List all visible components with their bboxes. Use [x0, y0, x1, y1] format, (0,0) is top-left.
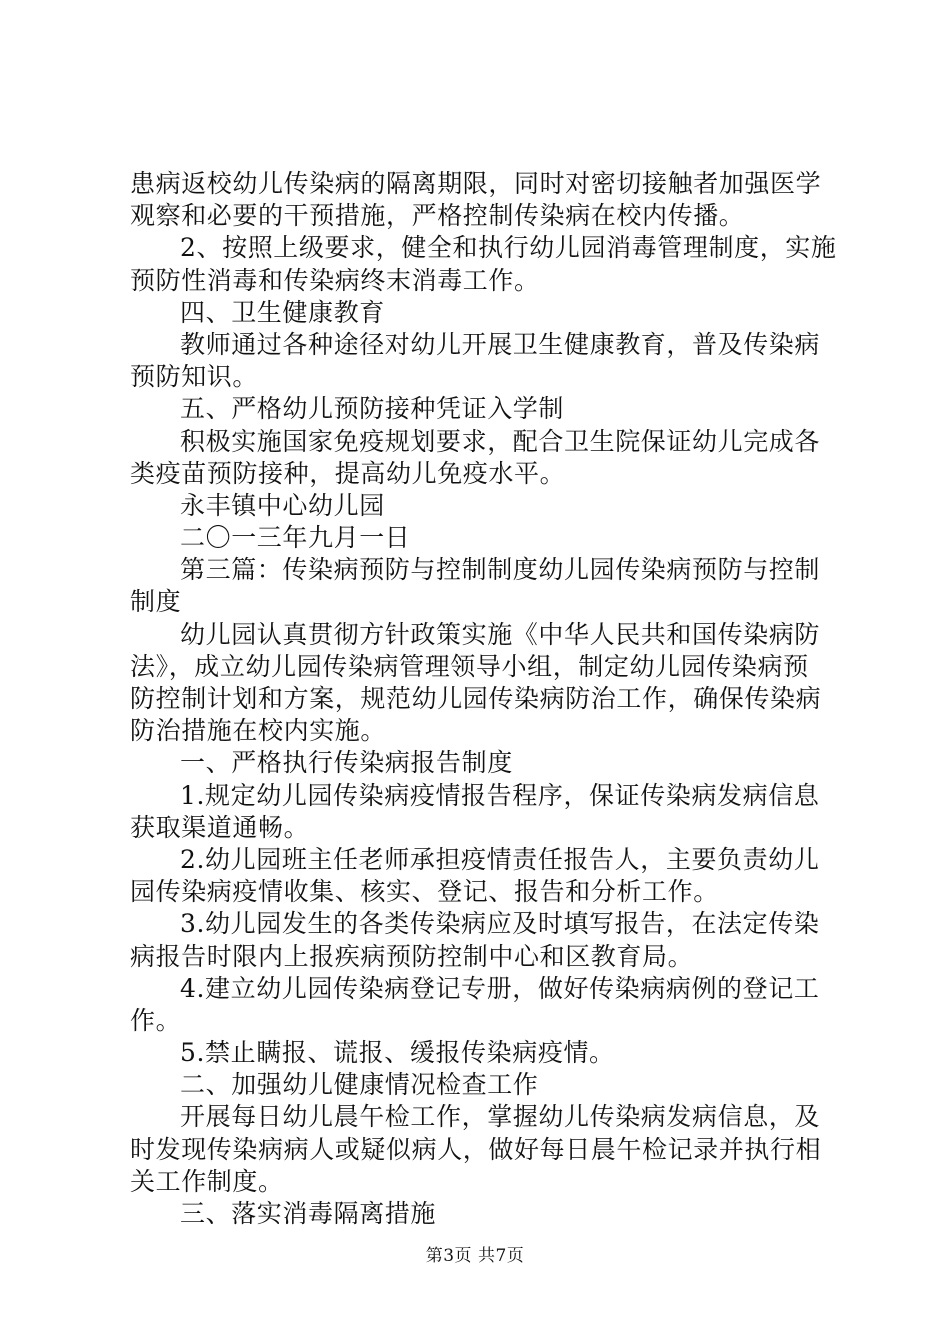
text-line: 教师通过各种途径对幼儿开展卫生健康教育，普及传染病: [180, 329, 821, 359]
text-line: 三、落实消毒隔离措施: [180, 1199, 437, 1228]
text-line: 防治措施在校内实施。: [130, 716, 387, 746]
text-line: 2.幼儿园班主任老师承担疫情责任报告人，主要负责幼儿: [180, 844, 820, 874]
text-line: 积极实施国家免疫规划要求，配合卫生院保证幼儿完成各: [180, 426, 821, 456]
text-line: 预防性消毒和传染病终末消毒工作。: [130, 265, 540, 295]
text-line: 3.幼儿园发生的各类传染病应及时填写报告，在法定传染: [180, 909, 820, 939]
text-line: 园传染病疫情收集、核实、登记、报告和分析工作。: [130, 877, 719, 907]
text-line: 一、严格执行传染病报告制度: [180, 748, 513, 778]
text-line: 四、卫生健康教育: [180, 297, 385, 327]
text-line: 5.禁止瞒报、谎报、缓报传染病疫情。: [180, 1038, 615, 1068]
text-line: 永丰镇中心幼儿园: [180, 490, 385, 520]
text-line: 获取渠道通畅。: [130, 812, 310, 842]
text-line: 病报告时限内上报疾病预防控制中心和区教育局。: [130, 941, 694, 971]
text-line: 制度: [130, 587, 182, 617]
text-line: 患病返校幼儿传染病的隔离期限，同时对密切接触者加强医学: [130, 169, 822, 198]
text-line: 1.规定幼儿园传染病疫情报告程序，保证传染病发病信息: [180, 780, 820, 810]
page-footer: 第3页 共7页: [425, 1246, 525, 1266]
text-line: 第三篇：传染病预防与控制制度幼儿园传染病预防与控制: [180, 555, 821, 585]
text-line: 4.建立幼儿园传染病登记专册，做好传染病病例的登记工: [180, 973, 820, 1003]
text-line: 时发现传染病病人或疑似病人，做好每日晨午检记录并执行相: [130, 1134, 822, 1164]
text-line: 关工作制度。: [130, 1166, 284, 1196]
text-line: 类疫苗预防接种，提高幼儿免疫水平。: [130, 458, 566, 488]
text-line: 幼儿园认真贯彻方针政策实施《中华人民共和国传染病防: [180, 619, 821, 649]
text-line: 观察和必要的干预措施，严格控制传染病在校内传播。: [130, 201, 745, 231]
document-body: [130, 168, 837, 1230]
text-line: 预防知识。: [130, 362, 259, 392]
text-line: 二〇一三年九月一日: [180, 523, 411, 553]
text-line: 开展每日幼儿晨午检工作，掌握幼儿传染病发病信息，及: [180, 1102, 821, 1132]
text-line: 五、严格幼儿预防接种凭证入学制: [180, 394, 565, 424]
text-line: 2、按照上级要求，健全和执行幼儿园消毒管理制度，实施: [180, 233, 837, 263]
text-line: 法》，成立幼儿园传染病管理领导小组，制定幼儿园传染病预: [130, 651, 809, 681]
text-line: 作。: [130, 1005, 182, 1035]
text-line: 二、加强幼儿健康情况检查工作: [180, 1070, 539, 1100]
text-line: 防控制计划和方案，规范幼儿园传染病防治工作，确保传染病: [130, 684, 822, 713]
